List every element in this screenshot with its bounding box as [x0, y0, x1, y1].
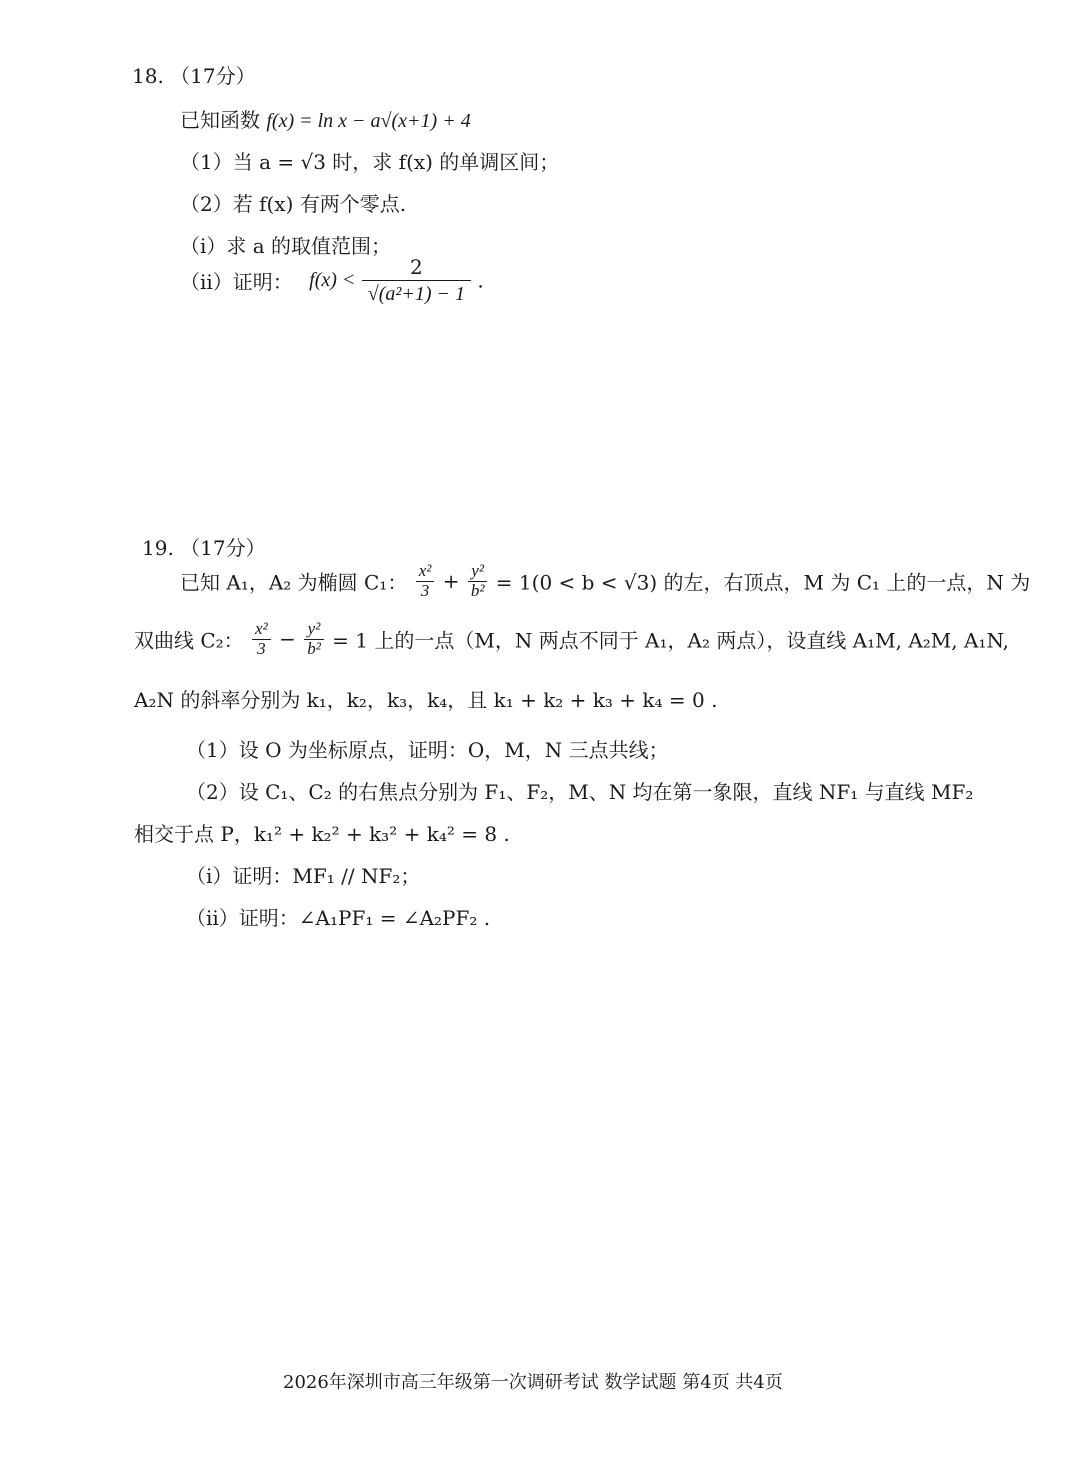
- q18-points: （17分）: [170, 64, 256, 88]
- q19-hyper-y-term: [304, 620, 324, 658]
- q19-line1: [180, 562, 1030, 600]
- q18-intro: [180, 104, 471, 133]
- q18-part2-ii-fraction: [362, 254, 471, 307]
- q18-part2-ii-lhs: f(x) <: [309, 269, 356, 291]
- q19-part1: （1）设 O 为坐标原点，证明：O，M，N 三点共线；: [186, 738, 669, 762]
- q18-function-expr: f(x) = ln x − a√(x+1) + 4: [266, 110, 471, 132]
- q18-part2-ii-end: .: [477, 268, 484, 293]
- q19-hyper-x-num: x²: [252, 620, 271, 640]
- q19-part2-line2: 相交于点 P，k₁² + k₂² + k₃² + k₄² = 8 .: [134, 822, 510, 846]
- q19-part2-line1: （2）设 C₁、C₂ 的右焦点分别为 F₁、F₂，M、N 均在第一象限，直线 NF₁ 与直线 MF₂: [186, 780, 974, 804]
- q18-fraction-numerator: 2: [362, 254, 471, 281]
- q19-ellipse-x-num: x²: [416, 562, 435, 582]
- q18-header: [132, 60, 256, 89]
- q19-hyper-x-den: 3: [257, 638, 266, 658]
- q19-part2-ii: （ii）证明：∠A₁PF₁ = ∠A₂PF₂ .: [186, 906, 491, 930]
- q19-line3: A₂N 的斜率分别为 k₁，k₂，k₃，k₄，且 k₁ + k₂ + k₃ + k₄ = 0 .: [134, 688, 718, 712]
- q18-part2-i: （i）求 a 的取值范围；: [180, 234, 392, 258]
- q19-minus-sign: −: [279, 627, 296, 652]
- q18-part1: （1）当 a = √3 时，求 f(x) 的单调区间；: [180, 150, 560, 174]
- q19-ellipse-y-term: [468, 562, 488, 600]
- q18-intro-text: 已知函数: [180, 108, 260, 132]
- q19-hyper-y-num: y²: [304, 620, 324, 640]
- q19-line1a: 已知 A₁，A₂ 为椭圆 C₁：: [180, 570, 408, 595]
- q18-part2: （2）若 f(x) 有两个零点.: [180, 192, 407, 216]
- q19-hyper-y-den: b²: [307, 638, 321, 658]
- q19-points: （17分）: [180, 536, 266, 560]
- q19-number: 19.: [142, 536, 174, 560]
- q19-line2a: 双曲线 C₂：: [134, 628, 244, 653]
- q19-ellipse-y-num: y²: [468, 562, 488, 582]
- q19-ellipse-y-den: b²: [470, 580, 485, 600]
- q19-line2: [134, 620, 1009, 658]
- q18-part2-ii: [180, 254, 484, 307]
- q19-line1b: = 1(0 < b < √3) 的左，右顶点，M 为 C₁ 上的一点，N 为: [495, 570, 1031, 595]
- q18-fraction-denominator: √(a²+1) − 1: [367, 283, 466, 305]
- q19-plus-sign: +: [442, 569, 460, 594]
- q19-line2b: = 1 上的一点（M，N 两点不同于 A₁，A₂ 两点），设直线 A₁M, A₂M, A₁N,: [332, 628, 1010, 653]
- q18-part2-ii-label: （ii）证明：: [180, 270, 293, 294]
- q19-ellipse-x-term: [416, 562, 435, 600]
- page-footer: 2026年深圳市高三年级第一次调研考试 数学试题 第4页 共4页: [283, 1372, 783, 1393]
- q19-part2-i: （i）证明：MF₁ // NF₂；: [186, 864, 421, 888]
- q19-header: [142, 532, 266, 561]
- q19-hyper-x-term: [252, 620, 271, 658]
- q19-ellipse-x-den: 3: [420, 580, 430, 600]
- q18-number: 18.: [132, 64, 164, 88]
